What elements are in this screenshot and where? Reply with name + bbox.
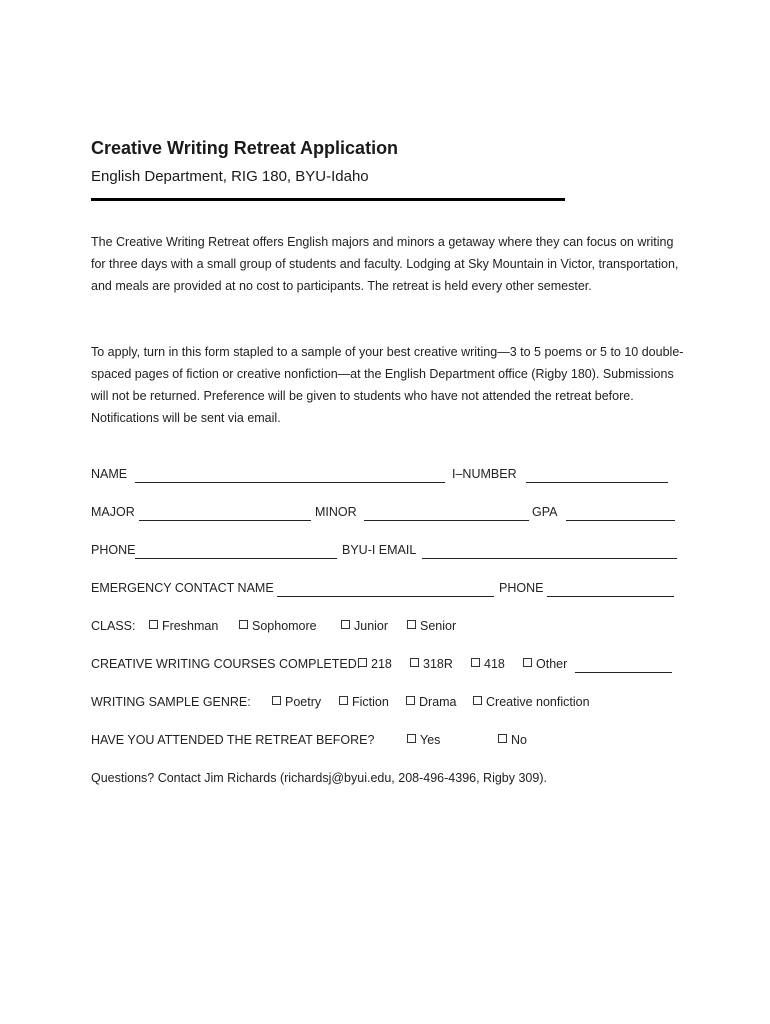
email-field[interactable] [422, 558, 677, 559]
checkbox-icon[interactable] [406, 696, 415, 705]
class-row [91, 619, 691, 639]
major-field[interactable] [139, 520, 311, 521]
major-row [91, 505, 691, 525]
emergency-contact-field[interactable] [277, 596, 494, 597]
checkbox-icon[interactable] [473, 696, 482, 705]
phone-field[interactable] [135, 558, 337, 559]
course-option-other[interactable]: Other [523, 657, 567, 671]
checkbox-icon[interactable] [410, 658, 419, 667]
contact-info-text: Questions? Contact Jim Richards (richardsj@byui.edu, 208-496-4396, Rigby 309). [91, 771, 547, 785]
inumber-label: I–NUMBER [452, 467, 517, 481]
course-option-418[interactable]: 418 [471, 657, 505, 671]
genre-option-poetry[interactable]: Poetry [272, 695, 321, 709]
gpa-label: GPA [532, 505, 558, 519]
checkbox-icon[interactable] [407, 734, 416, 743]
name-row [91, 467, 691, 487]
checkbox-icon[interactable] [471, 658, 480, 667]
checkbox-icon[interactable] [339, 696, 348, 705]
checkbox-icon[interactable] [239, 620, 248, 629]
class-option-senior[interactable]: Senior [407, 619, 456, 633]
name-label: NAME [91, 467, 128, 481]
checkbox-icon[interactable] [149, 620, 158, 629]
course-option-218[interactable]: 218 [358, 657, 392, 671]
form-title: Creative Writing Retreat Application [91, 138, 399, 158]
genre-label: WRITING SAMPLE GENRE: [91, 695, 251, 709]
instructions-paragraph: To apply, turn in this form stapled to a sample of your best creative writing—3 to 5 poems or 5 to 10 double-spaced pages of fiction or creative nonfiction—at the English Department office (Rigby 180). Submissions will not be returned. Preference will be given to students who have not attended the retreat before. Notifications will be sent via email. [91, 345, 684, 425]
class-option-freshman[interactable]: Freshman [149, 619, 218, 633]
minor-label: MINOR [315, 505, 357, 519]
emergency-row [91, 581, 691, 601]
phone-label: PHONE [91, 543, 136, 557]
genre-option-fiction[interactable]: Fiction [339, 695, 389, 709]
checkbox-icon[interactable] [358, 658, 367, 667]
inumber-field[interactable] [526, 482, 668, 483]
contact-footer-row [91, 771, 691, 791]
attended-label: HAVE YOU ATTENDED THE RETREAT BEFORE? [91, 733, 375, 747]
courses-row [91, 657, 691, 677]
class-option-sophomore[interactable]: Sophomore [239, 619, 317, 633]
contact-row [91, 543, 691, 563]
courses-label: CREATIVE WRITING COURSES COMPLETED: [91, 657, 361, 671]
emergency-phone-label: PHONE [499, 581, 544, 595]
form-subtitle: English Department, RIG 180, BYU-Idaho [91, 168, 369, 185]
genre-row [91, 695, 691, 715]
name-field[interactable] [135, 482, 445, 483]
genre-option-creative-nonfiction[interactable]: Creative nonfiction [473, 695, 590, 709]
email-label: BYU-I EMAIL [342, 543, 417, 557]
attended-option-yes[interactable]: Yes [407, 733, 440, 747]
emergency-contact-label: EMERGENCY CONTACT NAME [91, 581, 274, 595]
course-option-318r[interactable]: 318R [410, 657, 453, 671]
checkbox-icon[interactable] [272, 696, 281, 705]
intro-paragraph: The Creative Writing Retreat offers English majors and minors a getaway where they can focus on writing for three days with a small group of students and faculty. Lodging at Sky Mountain in Victor, transportation, and meals are provided at no cost to participants. The retreat is held every other semester. [91, 235, 679, 293]
other-course-field[interactable] [575, 672, 672, 673]
gpa-field[interactable] [566, 520, 675, 521]
attended-row [91, 733, 691, 753]
checkbox-icon[interactable] [498, 734, 507, 743]
checkbox-icon[interactable] [341, 620, 350, 629]
emergency-phone-field[interactable] [547, 596, 674, 597]
class-label: CLASS: [91, 619, 136, 633]
genre-option-drama[interactable]: Drama [406, 695, 457, 709]
checkbox-icon[interactable] [523, 658, 532, 667]
class-option-junior[interactable]: Junior [341, 619, 388, 633]
checkbox-icon[interactable] [407, 620, 416, 629]
attended-option-no[interactable]: No [498, 733, 527, 747]
title-divider [91, 198, 565, 201]
minor-field[interactable] [364, 520, 529, 521]
major-label: MAJOR [91, 505, 135, 519]
